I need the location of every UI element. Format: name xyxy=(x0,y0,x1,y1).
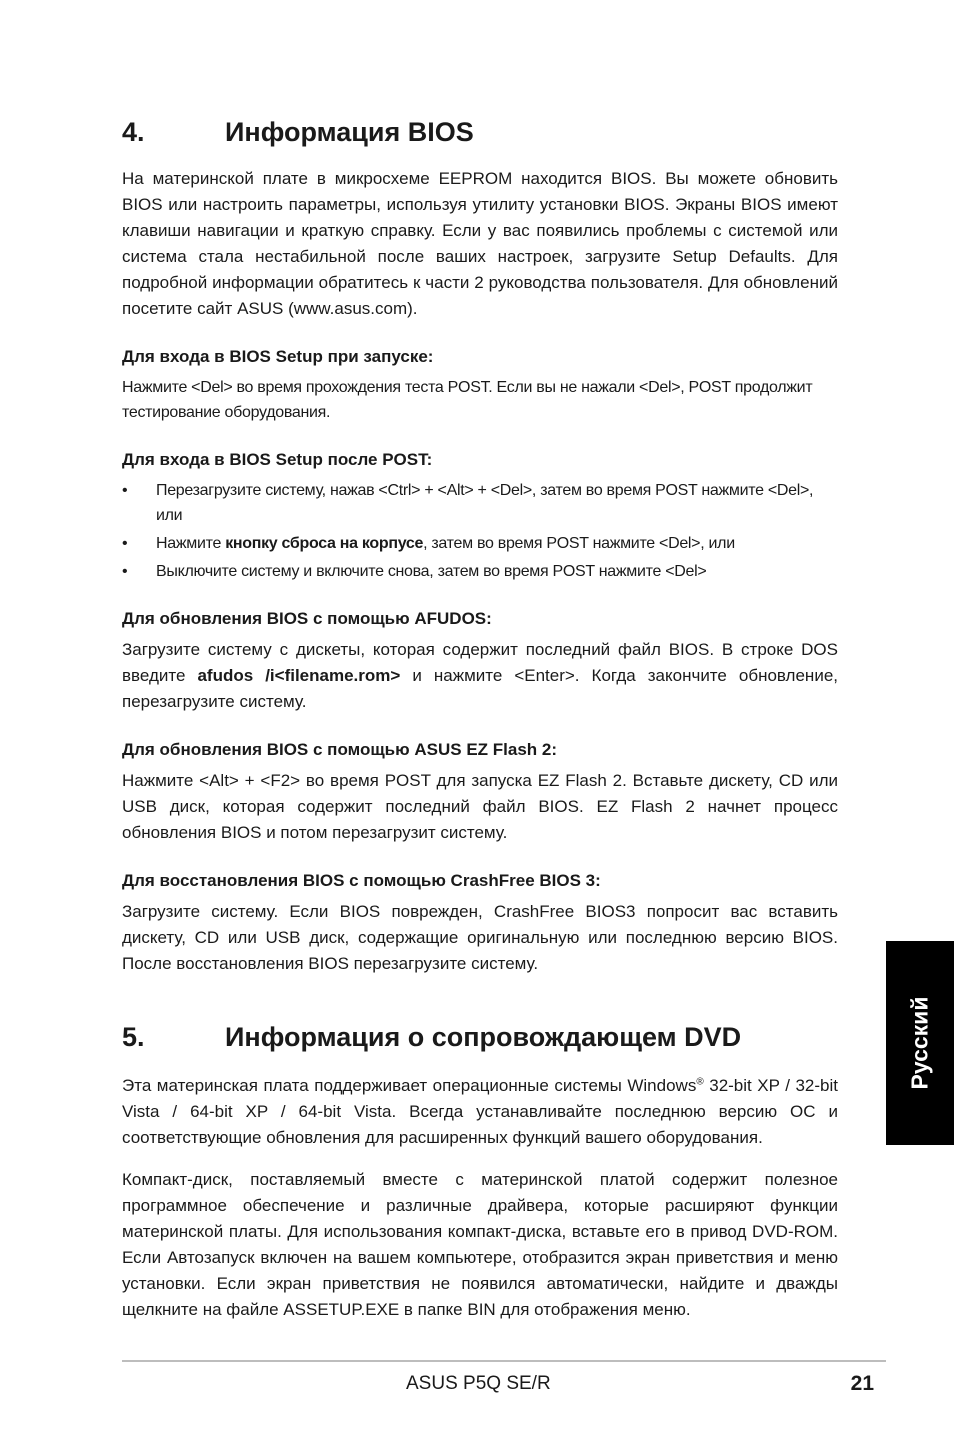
list-item-text-bold: кнопку сброса на корпусе xyxy=(225,535,424,552)
list-item-text: Выключите систему и включите снова, затем во время POST нажмите <Del> xyxy=(156,563,707,580)
dvd-os-text-pre: Эта материнская плата поддерживает операционные системы Windows xyxy=(122,1076,697,1095)
subheading-boot-setup: Для входа в BIOS Setup при запуске: xyxy=(122,347,434,366)
page-number: 21 xyxy=(850,1372,874,1395)
bullet-icon: • xyxy=(122,482,128,499)
section-heading xyxy=(122,114,838,150)
subheading-crashfree: Для восстановления BIOS с помощью CrashFree BIOS 3: xyxy=(122,871,601,890)
list-item xyxy=(122,531,838,556)
footer-divider xyxy=(122,1360,886,1362)
section-title: Информация о сопровождающем DVD xyxy=(225,1022,742,1052)
dvd-os-paragraph xyxy=(122,1073,838,1151)
list-item-text-pre: Нажмите xyxy=(156,535,226,552)
bios-intro-paragraph: На материнской плате в микросхеме EEPROM находится BIOS. Вы можете обновить BIOS или настроить параметры, используя утилиту установки BIOS. Экраны BIOS имеют клавиши навигации и краткую справку. Если у вас появились проблемы с системой или система стала нестабильной после ваших настроек, загрузите Setup Defaults. Для подробной информации обратитесь к части 2 руководства пользователя. Для обновлений посетите сайт ASUS (www.asus.com). xyxy=(122,169,838,318)
dvd-os-text-post: 32-bit XP / 32-bit Vista / 64-bit XP / 64-bit Vista. Всегда устанавливайте последнюю версию ОС и соответствующие обновления для расширенных функций вашего оборудования. xyxy=(122,1076,838,1147)
page-content xyxy=(122,114,838,1323)
list-item xyxy=(122,478,838,528)
footer-model-name: ASUS P5Q SE/R xyxy=(406,1373,551,1394)
language-tab xyxy=(886,941,954,1145)
post-setup-list xyxy=(122,478,838,584)
bullet-icon: • xyxy=(122,535,128,552)
list-item-text-post: , затем во время POST нажмите <Del>, или xyxy=(423,535,735,552)
section-number: 5. xyxy=(122,1022,145,1052)
boot-setup-text: Нажмите <Del> во время прохождения теста POST. Если вы не нажали <Del>, POST продолжит тестирование оборудования. xyxy=(122,379,813,421)
language-tab-label: Русский xyxy=(906,996,933,1090)
bullet-icon: • xyxy=(122,563,128,580)
section-number: 4. xyxy=(122,117,145,147)
afudos-text-post: и нажмите <Enter>. Когда закончите обновление, перезагрузите систему. xyxy=(122,666,838,711)
afudos-text-pre: Загрузите систему с дискеты, которая содержит последний файл BIOS. В строке DOS введите xyxy=(122,640,838,685)
section-heading xyxy=(122,1019,838,1055)
dvd-contents-paragraph: Компакт-диск, поставляемый вместе с материнской платой содержит полезное программное обеспечение и различные драйвера, которые расширяют функции материнской платы. Для использования компакт-диска, вставьте его в привод DVD-ROM. Если Автозапуск включен на вашем компьютере, отобразится экран приветствия и меню установки. Если экран приветствия не появился автоматически, найдите и дважды щелкните на файле ASSETUP.EXE в папке BIN для отображения меню. xyxy=(122,1170,838,1319)
section-bios-info xyxy=(122,114,838,977)
subheading-post-setup: Для входа в BIOS Setup после POST: xyxy=(122,450,433,469)
list-item-text: Перезагрузите систему, нажав <Ctrl> + <Alt> + <Del>, затем во время POST нажмите <Del>, или xyxy=(156,482,814,524)
afudos-command: afudos /i<filename.rom> xyxy=(197,666,401,685)
subheading-ez-flash: Для обновления BIOS с помощью ASUS EZ Flash 2: xyxy=(122,740,558,759)
list-item xyxy=(122,559,838,584)
afudos-paragraph xyxy=(122,637,838,715)
section-dvd-info xyxy=(122,1019,838,1323)
ez-flash-paragraph: Нажмите <Alt> + <F2> во время POST для запуска EZ Flash 2. Вставьте дискету, CD или USB диск, которая содержит последний файл BIOS. EZ Flash 2 начнет процесс обновления BIOS и потом перезагрузит систему. xyxy=(122,771,838,842)
subheading-afudos: Для обновления BIOS с помощью AFUDOS: xyxy=(122,609,492,628)
section-title: Информация BIOS xyxy=(225,117,474,147)
registered-mark: ® xyxy=(696,1076,704,1088)
crashfree-paragraph: Загрузите систему. Если BIOS поврежден, CrashFree BIOS3 попросит вас вставить дискету, CD или USB диск, содержащие оригинальную или последнюю версию BIOS. После восстановления BIOS перезагрузите систему. xyxy=(122,902,838,973)
